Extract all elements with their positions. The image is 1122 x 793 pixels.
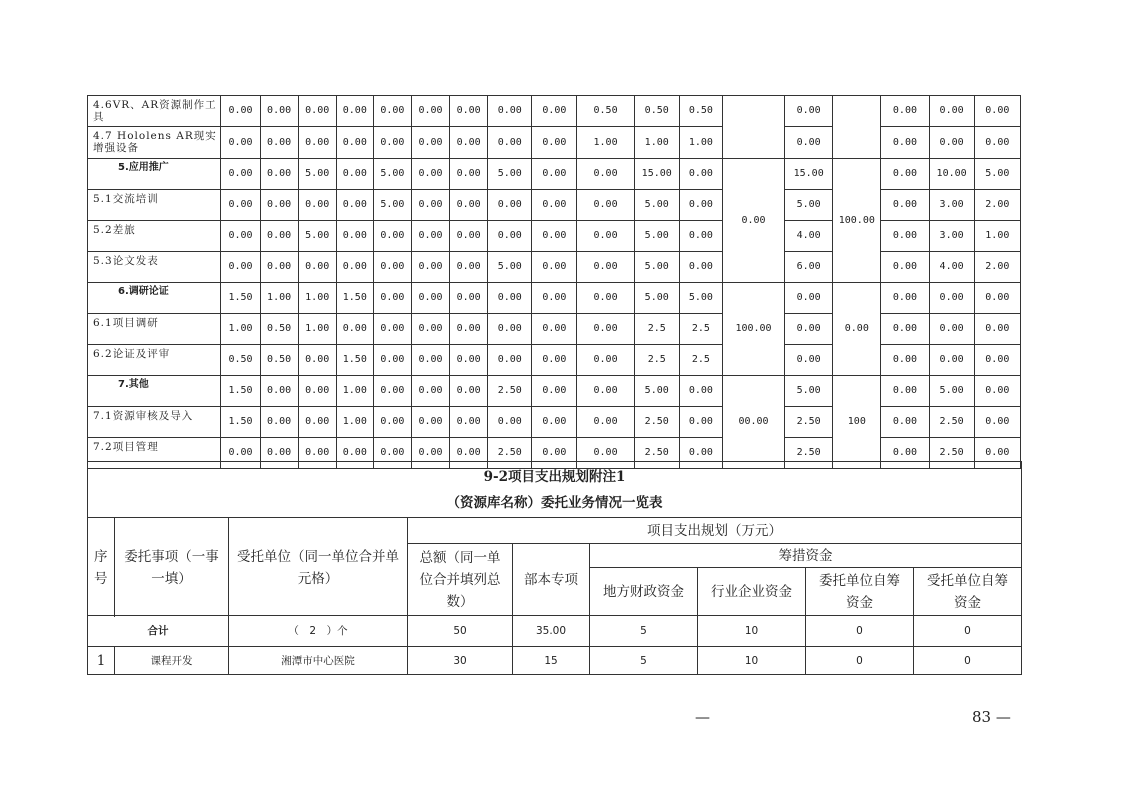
cell-value: 0.00 xyxy=(881,407,929,438)
row-label: 5.1交流培训 xyxy=(88,190,221,221)
total-row xyxy=(88,616,1022,647)
cell-value: 0.00 xyxy=(373,221,411,252)
cell-value: 0.00 xyxy=(260,127,298,159)
total-industry: 10 xyxy=(698,616,806,647)
cell-value: 1.00 xyxy=(298,283,336,314)
table-row xyxy=(88,190,1021,221)
cell-value: 0.00 xyxy=(260,438,298,469)
merged-total: 0.00 xyxy=(833,283,881,376)
row-label: 6.1项目调研 xyxy=(88,314,221,345)
cell-value: 0.00 xyxy=(488,345,532,376)
table-row xyxy=(88,283,1021,314)
cell-value: 0.50 xyxy=(577,96,634,127)
table-row xyxy=(88,647,1022,675)
cell-value: 2.00 xyxy=(974,252,1020,283)
header-trustee: 受托单位自筹资金 xyxy=(914,568,1022,616)
total-count: （ 2 ）个 xyxy=(229,616,408,647)
cell-mid: 6.00 xyxy=(785,252,833,283)
header-raise: 筹措资金 xyxy=(590,544,1022,568)
cell-value: 0.00 xyxy=(488,407,532,438)
cell-value: 0.00 xyxy=(450,96,488,127)
cell-value: 0.00 xyxy=(450,438,488,469)
page-number: 83 — xyxy=(972,708,1011,726)
cell-value: 2.5 xyxy=(679,345,722,376)
cell-value: 0.00 xyxy=(411,252,449,283)
cell-value: 5.00 xyxy=(634,376,679,407)
cell-value: 0.00 xyxy=(411,407,449,438)
cell-value: 2.50 xyxy=(634,438,679,469)
cell-value: 0.00 xyxy=(411,190,449,221)
cell-value: 0.00 xyxy=(260,159,298,190)
merged-total xyxy=(722,96,784,159)
cell-value: 1.00 xyxy=(260,283,298,314)
cell-value: 0.50 xyxy=(634,96,679,127)
title-line-2: （资源库名称）委托业务情况一览表 xyxy=(446,494,663,511)
row-client: 0 xyxy=(806,647,914,675)
cell-value: 0.50 xyxy=(221,345,260,376)
row-label: 6.2论证及评审 xyxy=(88,345,221,376)
cell-value: 5.00 xyxy=(373,190,411,221)
merged-total: 100.00 xyxy=(722,283,784,376)
cell-value: 0.00 xyxy=(450,252,488,283)
cell-value: 0.00 xyxy=(881,438,929,469)
cell-value: 0.00 xyxy=(488,283,532,314)
cell-value: 5.00 xyxy=(634,221,679,252)
row-label: 4.7 Hololens AR现实增强设备 xyxy=(88,127,221,159)
cell-value: 0.00 xyxy=(450,345,488,376)
cell-value: 0.00 xyxy=(532,438,577,469)
cell-value: 0.00 xyxy=(881,190,929,221)
cell-value: 5.00 xyxy=(929,376,974,407)
cell-value: 2.5 xyxy=(634,345,679,376)
cell-value: 0.00 xyxy=(450,221,488,252)
cell-value: 0.00 xyxy=(974,376,1020,407)
cell-value: 0.00 xyxy=(577,438,634,469)
cell-value: 0.00 xyxy=(881,252,929,283)
cell-value: 5.00 xyxy=(634,190,679,221)
cell-value: 0.00 xyxy=(260,252,298,283)
row-total: 30 xyxy=(408,647,513,675)
cell-value: 1.00 xyxy=(974,221,1020,252)
cell-value: 1.00 xyxy=(336,376,373,407)
cell-value: 0.00 xyxy=(298,407,336,438)
cell-value: 10.00 xyxy=(929,159,974,190)
total-local: 5 xyxy=(590,616,698,647)
cell-value: 1.00 xyxy=(336,407,373,438)
cell-value: 0.00 xyxy=(577,190,634,221)
entrust-table xyxy=(87,461,1022,675)
cell-value: 0.00 xyxy=(881,159,929,190)
row-label: 5.3论文发表 xyxy=(88,252,221,283)
table-row xyxy=(88,127,1021,159)
cell-value: 0.00 xyxy=(881,314,929,345)
merged-total: 00.00 xyxy=(722,376,784,469)
cell-value: 0.00 xyxy=(373,252,411,283)
row-label: 7.1资源审核及导入 xyxy=(88,407,221,438)
header-plan: 项目支出规划（万元） xyxy=(408,518,1022,544)
cell-value: 3.00 xyxy=(929,190,974,221)
cell-value: 0.00 xyxy=(298,252,336,283)
cell-value: 0.00 xyxy=(336,190,373,221)
cell-value: 0.00 xyxy=(221,127,260,159)
row-industry: 10 xyxy=(698,647,806,675)
cell-value: 0.00 xyxy=(974,283,1020,314)
cell-value: 0.00 xyxy=(532,345,577,376)
cell-value: 0.00 xyxy=(974,314,1020,345)
cell-value: 0.00 xyxy=(298,127,336,159)
cell-value: 0.00 xyxy=(373,127,411,159)
cell-value: 0.50 xyxy=(679,96,722,127)
cell-value: 5.00 xyxy=(679,283,722,314)
cell-value: 0.00 xyxy=(260,190,298,221)
cell-value: 0.00 xyxy=(532,127,577,159)
cell-value: 0.00 xyxy=(450,127,488,159)
row-label: 5.应用推广 xyxy=(88,159,221,190)
cell-value: 0.00 xyxy=(679,438,722,469)
cell-value: 5.00 xyxy=(634,283,679,314)
cell-value: 0.00 xyxy=(577,221,634,252)
cell-value: 0.00 xyxy=(221,96,260,127)
cell-value: 0.00 xyxy=(929,345,974,376)
cell-value: 1.00 xyxy=(298,314,336,345)
cell-value: 0.00 xyxy=(221,190,260,221)
cell-value: 1.00 xyxy=(679,127,722,159)
cell-value: 0.00 xyxy=(450,407,488,438)
cell-value: 2.5 xyxy=(634,314,679,345)
total-trustee: 0 xyxy=(914,616,1022,647)
cell-value: 1.00 xyxy=(221,314,260,345)
cell-value: 0.00 xyxy=(974,345,1020,376)
cell-value: 1.00 xyxy=(634,127,679,159)
merged-total: 100 xyxy=(833,376,881,469)
cell-value: 0.00 xyxy=(488,190,532,221)
header-local: 地方财政资金 xyxy=(590,568,698,616)
cell-value: 0.00 xyxy=(450,283,488,314)
cell-value: 2.50 xyxy=(929,407,974,438)
table-row xyxy=(88,407,1021,438)
cell-mid: 0.00 xyxy=(785,283,833,314)
cell-value: 0.00 xyxy=(881,221,929,252)
cell-value: 0.00 xyxy=(974,127,1020,159)
cell-value: 0.00 xyxy=(373,96,411,127)
cell-mid: 15.00 xyxy=(785,159,833,190)
header-unit: 受托单位（同一单位合并单元格） xyxy=(229,518,408,616)
row-label: 7.其他 xyxy=(88,376,221,407)
cell-value: 0.00 xyxy=(532,96,577,127)
row-trustee: 0 xyxy=(914,647,1022,675)
merged-total xyxy=(833,96,881,159)
cell-value: 1.50 xyxy=(221,407,260,438)
cell-value: 0.00 xyxy=(373,438,411,469)
cell-value: 0.00 xyxy=(679,407,722,438)
cell-value: 0.00 xyxy=(929,314,974,345)
cell-value: 0.00 xyxy=(881,96,929,127)
cell-value: 0.00 xyxy=(373,376,411,407)
table-row xyxy=(88,314,1021,345)
total-total: 50 xyxy=(408,616,513,647)
table-row xyxy=(88,345,1021,376)
cell-value: 0.00 xyxy=(577,407,634,438)
cell-value: 0.00 xyxy=(577,159,634,190)
cell-value: 0.00 xyxy=(298,190,336,221)
cell-mid: 2.50 xyxy=(785,438,833,469)
cell-value: 2.50 xyxy=(488,376,532,407)
row-seq: 1 xyxy=(88,647,115,675)
entrust-table-title xyxy=(88,462,1022,518)
cell-value: 15.00 xyxy=(634,159,679,190)
cell-value: 0.00 xyxy=(221,252,260,283)
cell-value: 0.00 xyxy=(532,159,577,190)
cell-value: 0.00 xyxy=(532,314,577,345)
cell-value: 0.00 xyxy=(411,96,449,127)
cell-value: 0.00 xyxy=(488,314,532,345)
header-client: 委托单位自筹资金 xyxy=(806,568,914,616)
cell-value: 0.00 xyxy=(881,345,929,376)
cell-value: 0.00 xyxy=(373,283,411,314)
cell-value: 0.00 xyxy=(577,252,634,283)
cell-value: 0.00 xyxy=(411,345,449,376)
cell-value: 0.00 xyxy=(373,314,411,345)
title-line-1: 9-2项目支出规划附注1 xyxy=(483,468,626,485)
row-item: 课程开发 xyxy=(115,647,229,675)
cell-value: 0.00 xyxy=(929,127,974,159)
cell-value: 0.00 xyxy=(974,407,1020,438)
cell-value: 0.00 xyxy=(679,221,722,252)
cell-value: 2.50 xyxy=(488,438,532,469)
cell-value: 0.00 xyxy=(411,221,449,252)
cell-value: 0.00 xyxy=(411,127,449,159)
cell-value: 2.00 xyxy=(974,190,1020,221)
cell-value: 0.00 xyxy=(450,190,488,221)
cell-value: 0.00 xyxy=(336,159,373,190)
cell-value: 0.00 xyxy=(411,376,449,407)
header-seq: 序号 xyxy=(88,518,115,616)
merged-total: 100.00 xyxy=(833,159,881,283)
cell-value: 0.00 xyxy=(488,127,532,159)
cell-value: 1.00 xyxy=(577,127,634,159)
cell-value: 1.50 xyxy=(221,376,260,407)
cell-value: 0.00 xyxy=(488,96,532,127)
cell-value: 0.00 xyxy=(221,159,260,190)
cell-value: 0.00 xyxy=(679,159,722,190)
cell-value: 0.50 xyxy=(260,314,298,345)
cell-value: 1.50 xyxy=(221,283,260,314)
cell-value: 0.00 xyxy=(929,283,974,314)
cell-value: 0.00 xyxy=(577,314,634,345)
cell-mid: 0.00 xyxy=(785,345,833,376)
row-label: 7.2项目管理 xyxy=(88,438,221,469)
cell-value: 0.00 xyxy=(260,96,298,127)
cell-mid: 0.00 xyxy=(785,96,833,127)
cell-value: 0.00 xyxy=(679,376,722,407)
cell-value: 0.00 xyxy=(298,376,336,407)
cell-value: 0.00 xyxy=(411,159,449,190)
cell-value: 0.00 xyxy=(929,96,974,127)
header-dept: 部本专项 xyxy=(513,544,590,616)
cell-value: 0.00 xyxy=(974,96,1020,127)
table-row xyxy=(88,252,1021,283)
table-row xyxy=(88,159,1021,190)
cell-value: 0.00 xyxy=(488,221,532,252)
header-total: 总额（同一单位合并填列总数） xyxy=(408,544,513,616)
cell-value: 2.50 xyxy=(929,438,974,469)
cell-value: 2.50 xyxy=(634,407,679,438)
cell-value: 0.00 xyxy=(336,127,373,159)
cell-value: 0.00 xyxy=(532,376,577,407)
cell-mid: 5.00 xyxy=(785,376,833,407)
cell-value: 1.50 xyxy=(336,283,373,314)
cell-mid: 4.00 xyxy=(785,221,833,252)
cell-value: 0.50 xyxy=(260,345,298,376)
cell-value: 5.00 xyxy=(298,159,336,190)
cell-value: 0.00 xyxy=(411,283,449,314)
cell-value: 0.00 xyxy=(532,190,577,221)
cell-value: 0.00 xyxy=(336,438,373,469)
cell-value: 0.00 xyxy=(411,438,449,469)
cell-value: 0.00 xyxy=(577,376,634,407)
header-industry: 行业企业资金 xyxy=(698,568,806,616)
table-row xyxy=(88,221,1021,252)
cell-value: 0.00 xyxy=(532,407,577,438)
cell-value: 0.00 xyxy=(532,283,577,314)
cell-value: 0.00 xyxy=(221,438,260,469)
cell-value: 0.00 xyxy=(373,345,411,376)
row-local: 5 xyxy=(590,647,698,675)
cell-value: 0.00 xyxy=(881,127,929,159)
cell-value: 1.50 xyxy=(336,345,373,376)
cell-value: 3.00 xyxy=(929,221,974,252)
total-dept: 35.00 xyxy=(513,616,590,647)
cell-value: 5.00 xyxy=(488,159,532,190)
cell-value: 0.00 xyxy=(298,345,336,376)
table-row xyxy=(88,376,1021,407)
cell-value: 0.00 xyxy=(450,376,488,407)
table-row xyxy=(88,96,1021,127)
cell-value: 0.00 xyxy=(450,314,488,345)
cell-value: 0.00 xyxy=(411,314,449,345)
cell-value: 5.00 xyxy=(974,159,1020,190)
cell-mid: 5.00 xyxy=(785,190,833,221)
total-label: 合计 xyxy=(88,616,229,647)
row-label: 6.调研论证 xyxy=(88,283,221,314)
cell-value: 0.00 xyxy=(679,252,722,283)
cell-value: 0.00 xyxy=(577,283,634,314)
cell-value: 0.00 xyxy=(532,221,577,252)
row-dept: 15 xyxy=(513,647,590,675)
cell-mid: 2.50 xyxy=(785,407,833,438)
cell-value: 0.00 xyxy=(577,345,634,376)
cell-value: 0.00 xyxy=(336,314,373,345)
cell-value: 2.5 xyxy=(679,314,722,345)
cell-value: 0.00 xyxy=(221,221,260,252)
cell-value: 0.00 xyxy=(881,376,929,407)
row-label: 4.6VR、AR资源制作工具 xyxy=(88,96,221,127)
cell-value: 5.00 xyxy=(298,221,336,252)
cell-value: 0.00 xyxy=(336,96,373,127)
cell-value: 0.00 xyxy=(974,438,1020,469)
cell-value: 0.00 xyxy=(260,407,298,438)
cell-value: 0.00 xyxy=(336,221,373,252)
cell-value: 0.00 xyxy=(298,438,336,469)
row-label: 5.2差旅 xyxy=(88,221,221,252)
cell-value: 5.00 xyxy=(373,159,411,190)
merged-total: 0.00 xyxy=(722,159,784,283)
cell-value: 5.00 xyxy=(634,252,679,283)
cell-value: 0.00 xyxy=(298,96,336,127)
footer-dash: — xyxy=(695,708,710,726)
cell-mid: 0.00 xyxy=(785,127,833,159)
row-unit: 湘潭市中心医院 xyxy=(229,647,408,675)
cell-value: 0.00 xyxy=(881,283,929,314)
cell-value: 0.00 xyxy=(532,252,577,283)
total-client: 0 xyxy=(806,616,914,647)
cell-value: 0.00 xyxy=(260,376,298,407)
cell-value: 5.00 xyxy=(488,252,532,283)
header-item: 委托事项（一事一填） xyxy=(115,518,229,616)
cell-value: 0.00 xyxy=(260,221,298,252)
cell-value: 0.00 xyxy=(373,407,411,438)
cell-mid: 0.00 xyxy=(785,314,833,345)
expense-table xyxy=(87,95,1021,469)
cell-value: 0.00 xyxy=(679,190,722,221)
cell-value: 0.00 xyxy=(450,159,488,190)
cell-value: 4.00 xyxy=(929,252,974,283)
cell-value: 0.00 xyxy=(336,252,373,283)
